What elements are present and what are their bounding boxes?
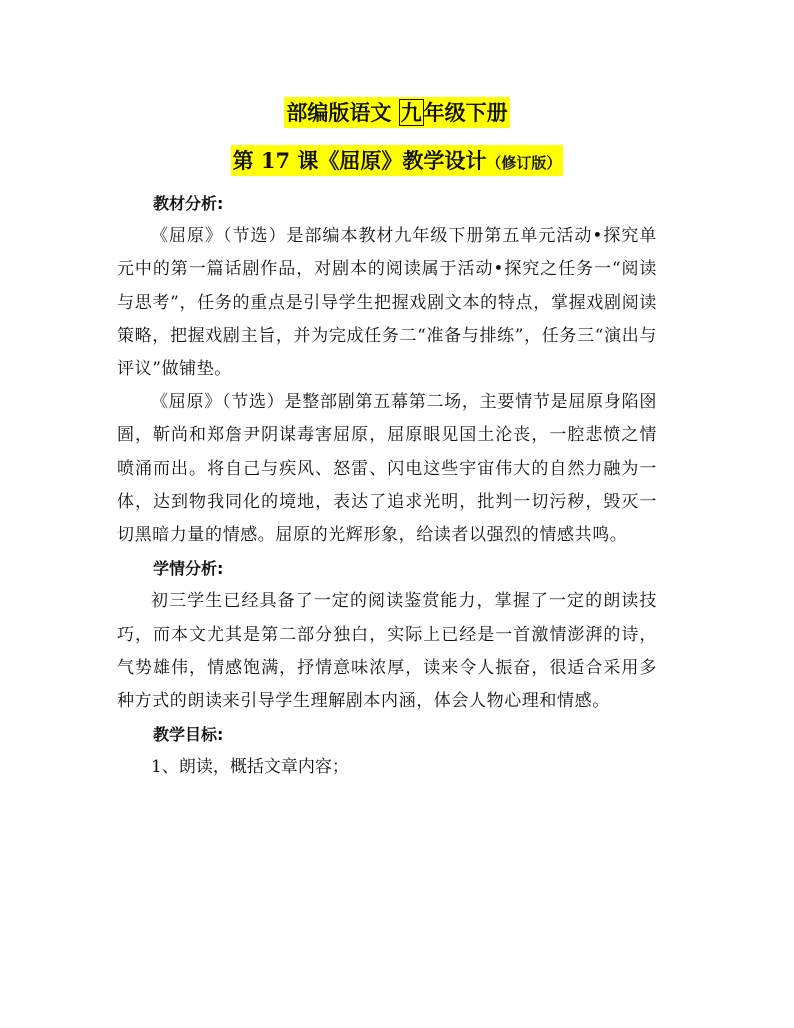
title-boxed-char: 九 — [400, 100, 422, 125]
section-heading-students: 学情分析: — [153, 559, 224, 579]
subtitle-highlight — [231, 145, 564, 176]
goal-item-1: 1、朗读，概括文章内容； — [151, 757, 349, 778]
subtitle-main: 第 17 课《屈原》教学设计 — [232, 148, 487, 173]
document-body — [117, 187, 657, 785]
title-prefix: 部编版语文 — [286, 100, 399, 125]
subtitle-revision: （修订版） — [486, 154, 562, 172]
title-suffix: 年级下册 — [423, 100, 508, 125]
document-title — [0, 96, 794, 130]
section-heading-textbook: 教材分析: — [153, 194, 224, 213]
paragraph-students-1: 初三学生已经具备了一定的阅读鉴赏能力，掌握了一定的朗读技巧，而本文尤其是第二部分独白，实际上已经是一首激情澎湃的诗，气势雄伟，情感饱满，抒情意味浓厚，读来令人振奋，很适合采用多种方式的朗读来引导学生理解剧本内涵，体会人物心理和情感。 — [117, 591, 657, 712]
section-heading-goals: 教学目标: — [153, 725, 224, 745]
title-highlight — [284, 97, 509, 128]
paragraph-textbook-2: 《屈原》（节选）是整部剧第五幕第二场，主要情节是屈原身陷囹圄，靳尚和郑詹尹阴谋毒害屈原，屈原眼见国土沦丧，一腔悲愤之情喷涌而出。将自己与疾风、怒雷、闪电这些宇宙伟大的自然力融为一体，达到物我同化的境地，表达了追求光明，批判一切污秽，毁灭一切黑暗力量的情感。屈原的光辉形象，给读者以强烈的情感共鸣。 — [117, 392, 657, 546]
document-subtitle — [0, 144, 794, 180]
paragraph-textbook-1: 《屈原》（节选）是部编本教材九年级下册第五单元活动•探究单元中的第一篇话剧作品，对剧本的阅读属于活动•探究之任务一“阅读与思考”，任务的重点是引导学生把握戏剧文本的特点，掌握戏剧阅读策略，把握戏剧主旨，并为完成任务二“准备与排练”，任务三“演出与评议”做铺垫。 — [117, 226, 657, 380]
